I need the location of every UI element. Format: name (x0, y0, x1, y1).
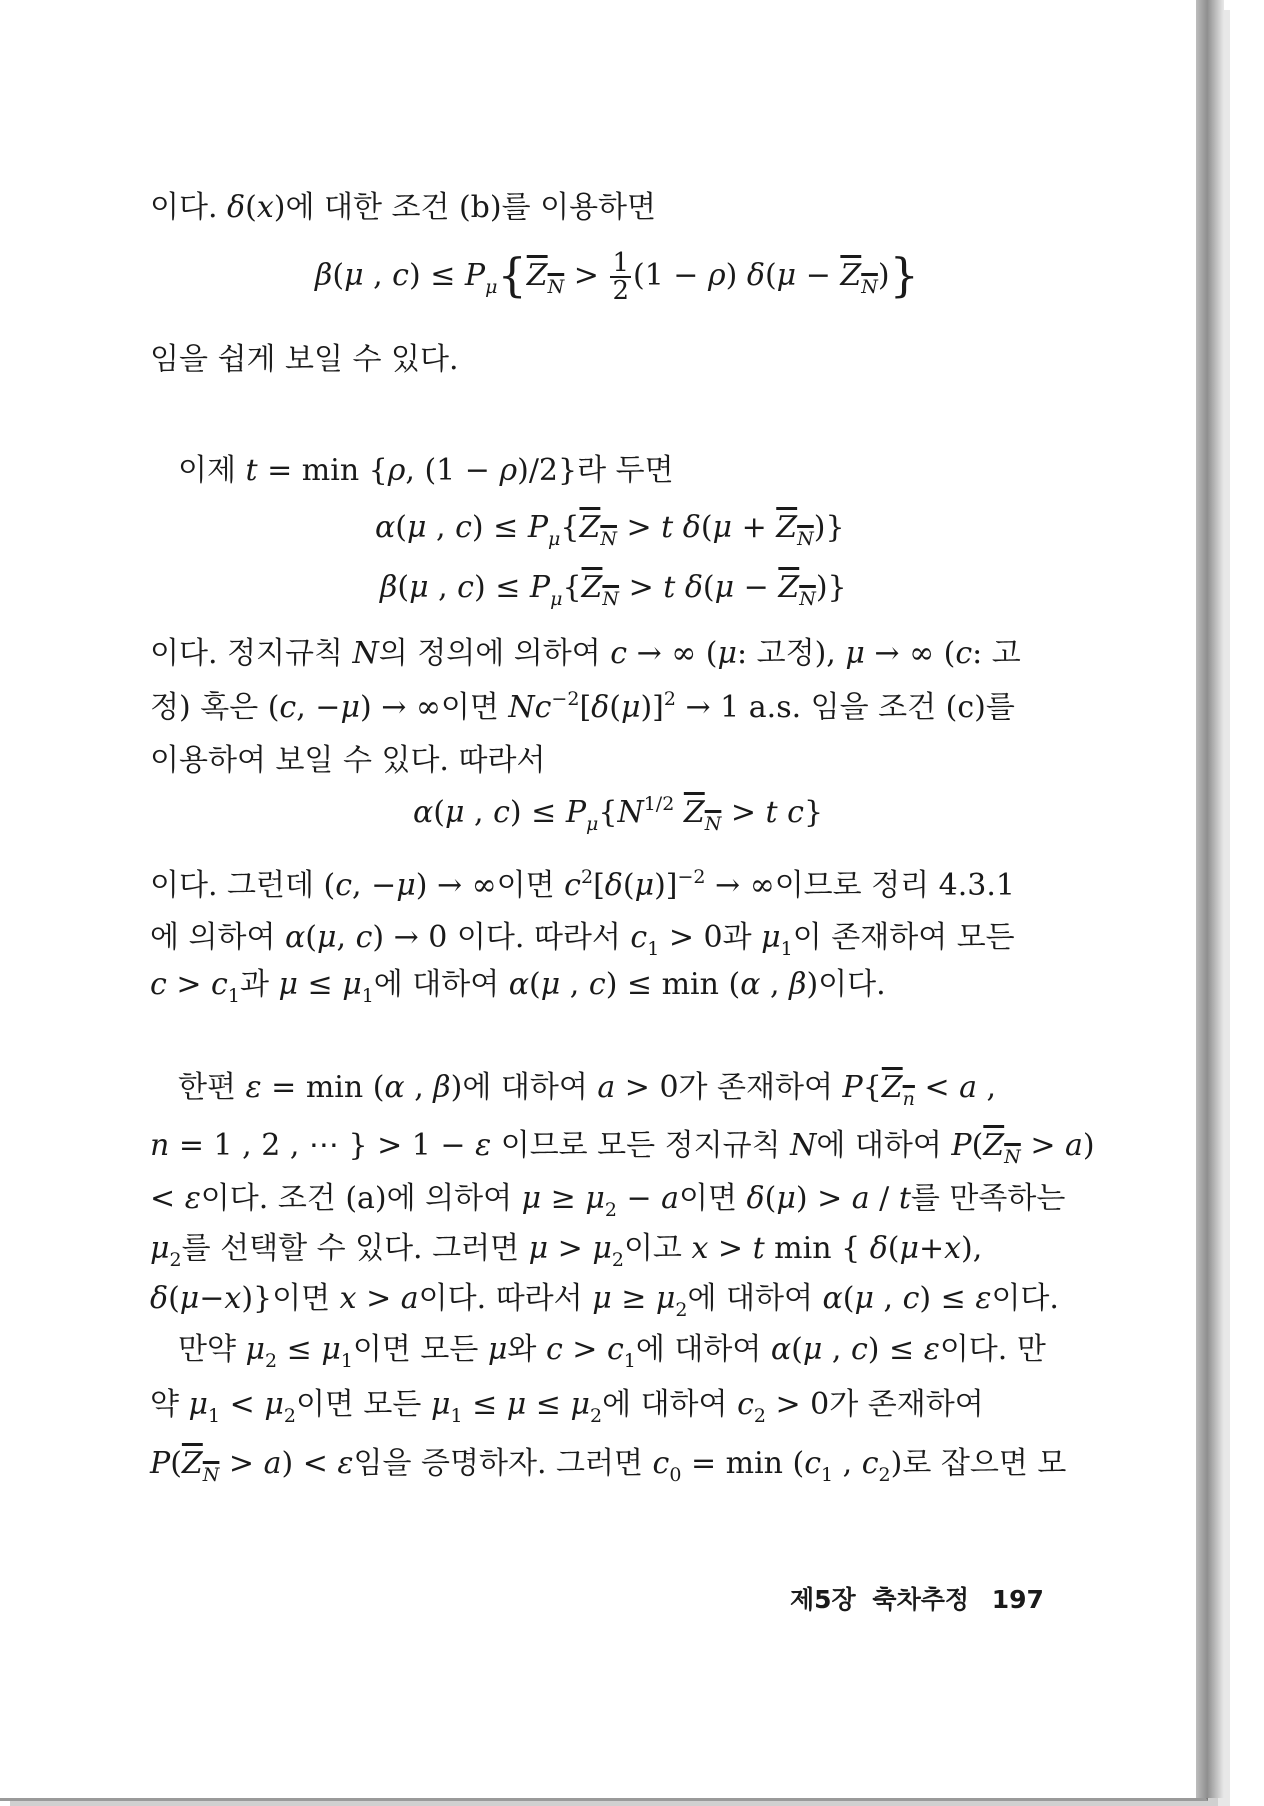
text-line-17: $P(Z_N > a) < \varepsilon$임을 증명하자. 그러면 $c_0 = \min (c_1$ , $c_2$)로 잡으면 모 (150, 1446, 1067, 1486)
text-line-16: 약 $\mu_1 < \mu_2$이면 모든 $\mu_1 \le \mu \le \mu_2$에 대하여 $c_2 > 0$가 존재하여 (150, 1387, 984, 1427)
text-line-4: 이다. 정지규칙 N의 정의에 의하여 c → ∞ (μ: 고정), μ → ∞ (c: 고 (150, 636, 1021, 671)
page-number: 197 (991, 1585, 1044, 1614)
equation-beta-bound-t: β(μ , $c) \le P_\mu\{Z_N > t$ $\delta(\mu - Z_N)$} (380, 570, 847, 610)
text-line-10: 한편 ε = min (α , β)에 대하여 a > 0가 존재하여 $P\{Z_n < a$ , (178, 1070, 997, 1110)
equation-beta-bound: β(μ , $c) \le P_\mu\{Z_N$ > $\frac{1}{2}$ (1 − ρ) $\delta(\mu - Z_N)$} (315, 248, 919, 306)
text-line-9: $c > c_1$과 $\mu \le \mu_1$에 대하여 α(μ , c) ≤ min (α , β)이다. (150, 967, 886, 1007)
text-line-3: 이제 t = min {ρ, (1 − ρ)/2}라 두면 (178, 453, 674, 488)
page-footer (790, 1580, 1044, 1616)
text-line-6: 이용하여 보일 수 있다. 따라서 (150, 743, 546, 778)
chapter-title: 축차추정 (872, 1585, 970, 1614)
text-line-8: 에 의하여 α(μ, c) → 0 이다. 따라서 $c_1 > 0$과 $\mu_1$이 존재하여 모든 (150, 920, 1015, 960)
text-line-11: n = 1 , 2 , ⋯ } > 1 − ε 이므로 모든 정지규칙 N에 대하여 $P(Z_N > a)$ (150, 1128, 1095, 1168)
text-line-15: 만약 $\mu_2 \le \mu_1$이면 모든 μ와 $c > c_1$에 대하여 α(μ , c) ≤ ε이다. 만 (178, 1332, 1046, 1372)
text-line-2: 임을 쉽게 보일 수 있다. (150, 342, 459, 377)
text-line-5: 정) 혹은 (c, −μ) → ∞이면 $Nc^{-2}[\delta(\mu)]^2 \to 1$ a.s. 임을 조건 (c)를 (150, 688, 1015, 725)
text-line-14: δ(μ−x)}이면 x > a이다. 따라서 $\mu \ge \mu_2$에 대하여 α(μ , c) ≤ ε이다. (150, 1281, 1059, 1321)
equation-alpha-N: α(μ , $c) \le P_\mu\{N^{1/2}$ $Z_N > t$ c} (413, 793, 824, 835)
text-line-7: 이다. 그런데 (c, −μ) → ∞이면 $c^2[\delta(\mu)]^{-2}$ → ∞이므로 정리 4.3.1 (150, 866, 1016, 903)
chapter-label: 제5장 (790, 1585, 856, 1614)
page-edge (1196, 0, 1224, 1798)
text-line-1: 이다. δ(x)에 대한 조건 (b)를 이용하면 (150, 190, 657, 225)
equation-alpha-bound: α(μ , $c) \le P_\mu\{Z_N > t$ $\delta(\mu + Z_N)$} (375, 510, 845, 550)
text-line-13: $\mu_2$를 선택할 수 있다. 그러면 $\mu > \mu_2$이고 x > t min { δ(μ+x), (150, 1231, 983, 1271)
text-line-12: < ε이다. 조건 (a)에 의하여 $\mu \ge \mu_2 - a$이면 δ(μ) > a / t를 만족하는 (150, 1181, 1066, 1221)
